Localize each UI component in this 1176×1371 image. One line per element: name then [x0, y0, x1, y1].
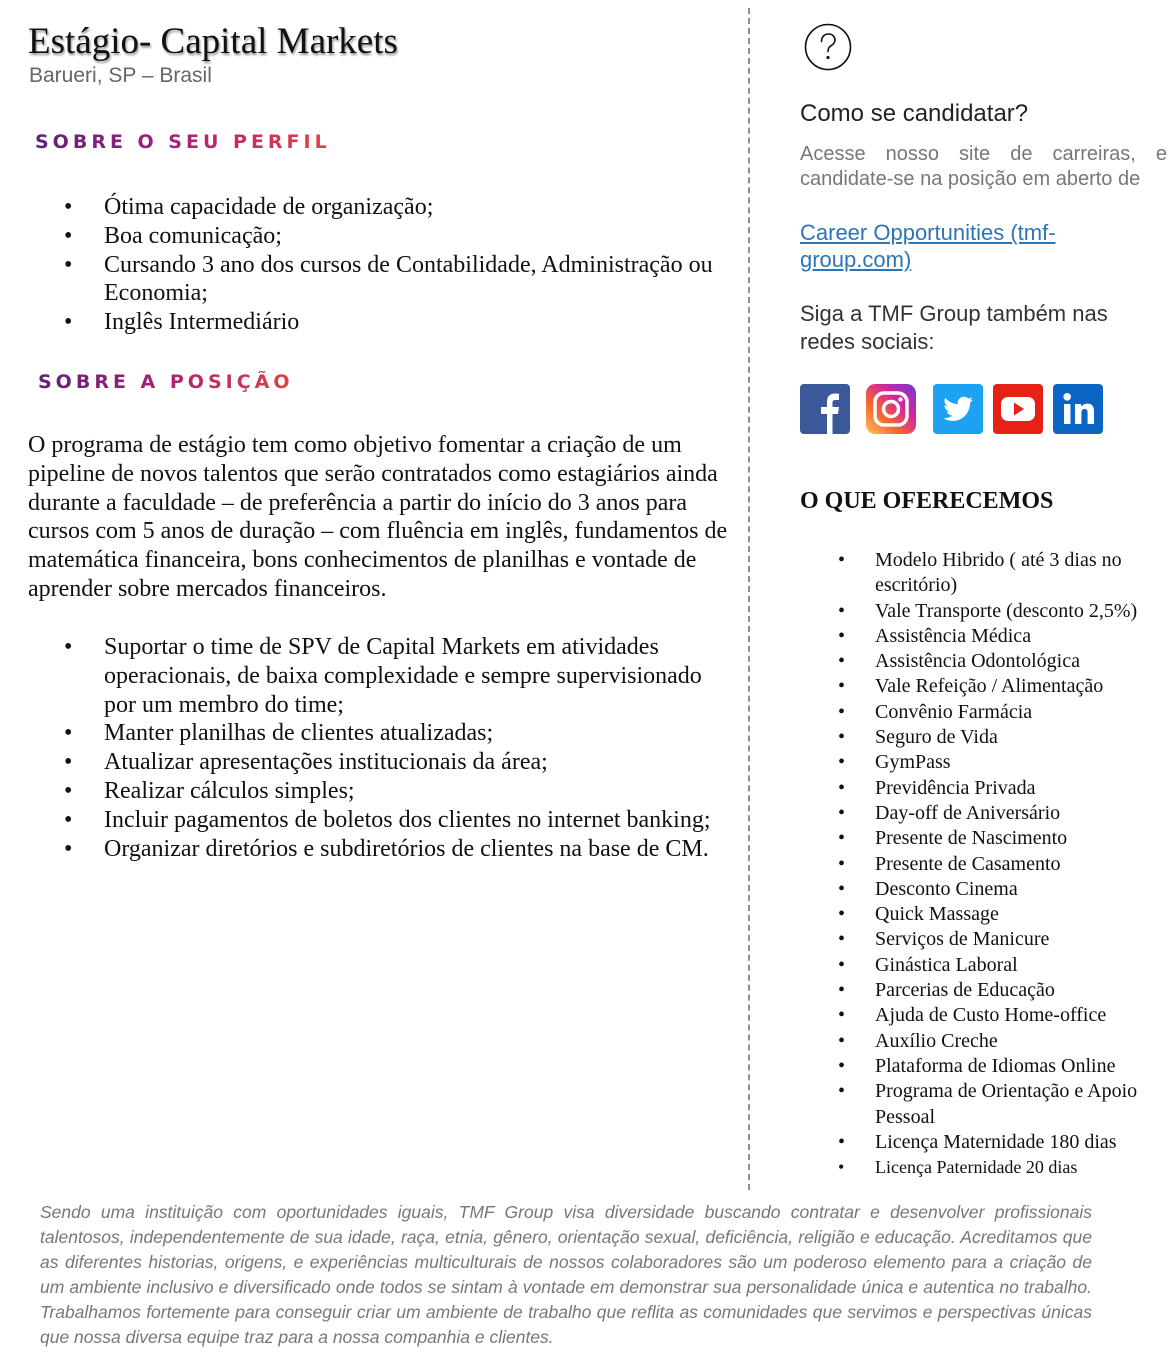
list-item: • Serviços de Manicure: [800, 927, 1170, 952]
list-item: • Vale Refeição / Alimentação: [800, 674, 1170, 699]
perfil-heading: SOBRE O SEU PERFIL: [35, 131, 331, 153]
list-item: • Realizar cálculos simples;: [28, 777, 733, 806]
list-item: • Programa de Orientação e Apoio Pessoal: [800, 1079, 1170, 1130]
list-item: • Parcerias de Educação: [800, 978, 1170, 1003]
perfil-list: [28, 193, 733, 337]
list-item: • Ajuda de Custo Home-office: [800, 1003, 1170, 1028]
posicao-description: O programa de estágio tem como objetivo fomentar a criação de um pipeline de novos talentos que serão contratados como estagiários ainda durante a faculdade – de preferência a partir do início do 3 anos para cursos com 5 anos de duração – com fluência em inglês, fundamentos de matemática financeira, bons conhecimentos de planilhas e vontade de aprender sobre mercados financeiros.: [28, 432, 728, 602]
facebook-icon[interactable]: [800, 384, 850, 434]
list-item: • Atualizar apresentações institucionais da área;: [28, 748, 733, 777]
list-item: • Quick Massage: [800, 902, 1170, 927]
posicao-heading: SOBRE A POSIÇÃO: [38, 371, 294, 393]
twitter-icon[interactable]: [933, 384, 983, 434]
list-item: • Assistência Odontológica: [800, 649, 1170, 674]
list-item: • Cursando 3 ano dos cursos de Contabilidade, Administração ou Economia;: [28, 251, 733, 309]
linkedin-icon[interactable]: [1053, 384, 1103, 434]
list-item: • Plataforma de Idiomas Online: [800, 1054, 1170, 1079]
job-location: Barueri, SP – Brasil: [29, 64, 212, 87]
list-item: • Licença Paternidade 20 dias: [800, 1155, 1170, 1180]
list-item: • Desconto Cinema: [800, 877, 1170, 902]
list-item: • Manter planilhas de clientes atualizadas;: [28, 719, 733, 748]
career-opportunities-link[interactable]: Career Opportunities (tmf-group.com): [800, 220, 1056, 272]
list-item: • Day-off de Aniversário: [800, 801, 1170, 826]
diversity-statement: Sendo uma instituição com oportunidades iguais, TMF Group visa diversidade buscando contratar e desenvolver profissionais talentosos, independentemente de sua idade, raça, etnia, gênero, orientação sexual, deficiência, religião e educação. Acreditamos que as diferentes historias, origens, e experiências multiculturais de nossos colaboradores são um poderoso elemento para a criação de um ambiente inclusivo e diversificado onde todos se sintam à vontade em demonstrar sua personalidade única e autentica no trabalho. Trabalhamos fortemente para conseguir criar um ambiente de trabalho que reflita as comunidades que servimos e perspectivas únicas que nossa diversa equipe traz para a nossa companhia e clientes.: [40, 1202, 1092, 1347]
offer-heading: O QUE OFERECEMOS: [800, 488, 1054, 514]
list-item: • Suportar o time de SPV de Capital Markets em atividades operacionais, de baixa complexidade e sempre supervisionado por um membro do time;: [28, 633, 733, 719]
list-item: • Presente de Nascimento: [800, 826, 1170, 851]
posicao-list: [28, 633, 733, 863]
job-title: Estágio- Capital Markets: [28, 21, 398, 62]
list-item: • Vale Transporte (desconto 2,5%): [800, 599, 1170, 624]
list-item: • Inglês Intermediário: [28, 308, 733, 337]
question-mark-icon: [804, 23, 852, 71]
list-item: • Seguro de Vida: [800, 725, 1170, 750]
column-divider: [748, 8, 750, 1190]
follow-text: Siga a TMF Group também nas redes sociais:: [800, 301, 1108, 354]
list-item: • Auxílio Creche: [800, 1029, 1170, 1054]
list-item: • Licença Maternidade 180 dias: [800, 1130, 1170, 1155]
list-item: • Boa comunicação;: [28, 222, 733, 251]
offer-list: [800, 548, 1170, 1180]
apply-heading: Como se candidatar?: [800, 100, 1029, 127]
list-item: • Ginástica Laboral: [800, 953, 1170, 978]
list-item: • Previdência Privada: [800, 776, 1170, 801]
list-item: • Assistência Médica: [800, 624, 1170, 649]
youtube-icon[interactable]: [993, 384, 1043, 434]
list-item: • Organizar diretórios e subdiretórios de clientes na base de CM.: [28, 835, 733, 864]
apply-text: Acesse nosso site de carreiras, e candidate-se na posição em aberto de: [800, 143, 1167, 190]
instagram-icon[interactable]: [866, 384, 916, 434]
list-item: • GymPass: [800, 750, 1170, 775]
list-item: • Ótima capacidade de organização;: [28, 193, 733, 222]
list-item: • Modelo Hibrido ( até 3 dias no escritório): [800, 548, 1170, 599]
list-item: • Convênio Farmácia: [800, 700, 1170, 725]
list-item: • Presente de Casamento: [800, 852, 1170, 877]
list-item: • Incluir pagamentos de boletos dos clientes no internet banking;: [28, 806, 733, 835]
